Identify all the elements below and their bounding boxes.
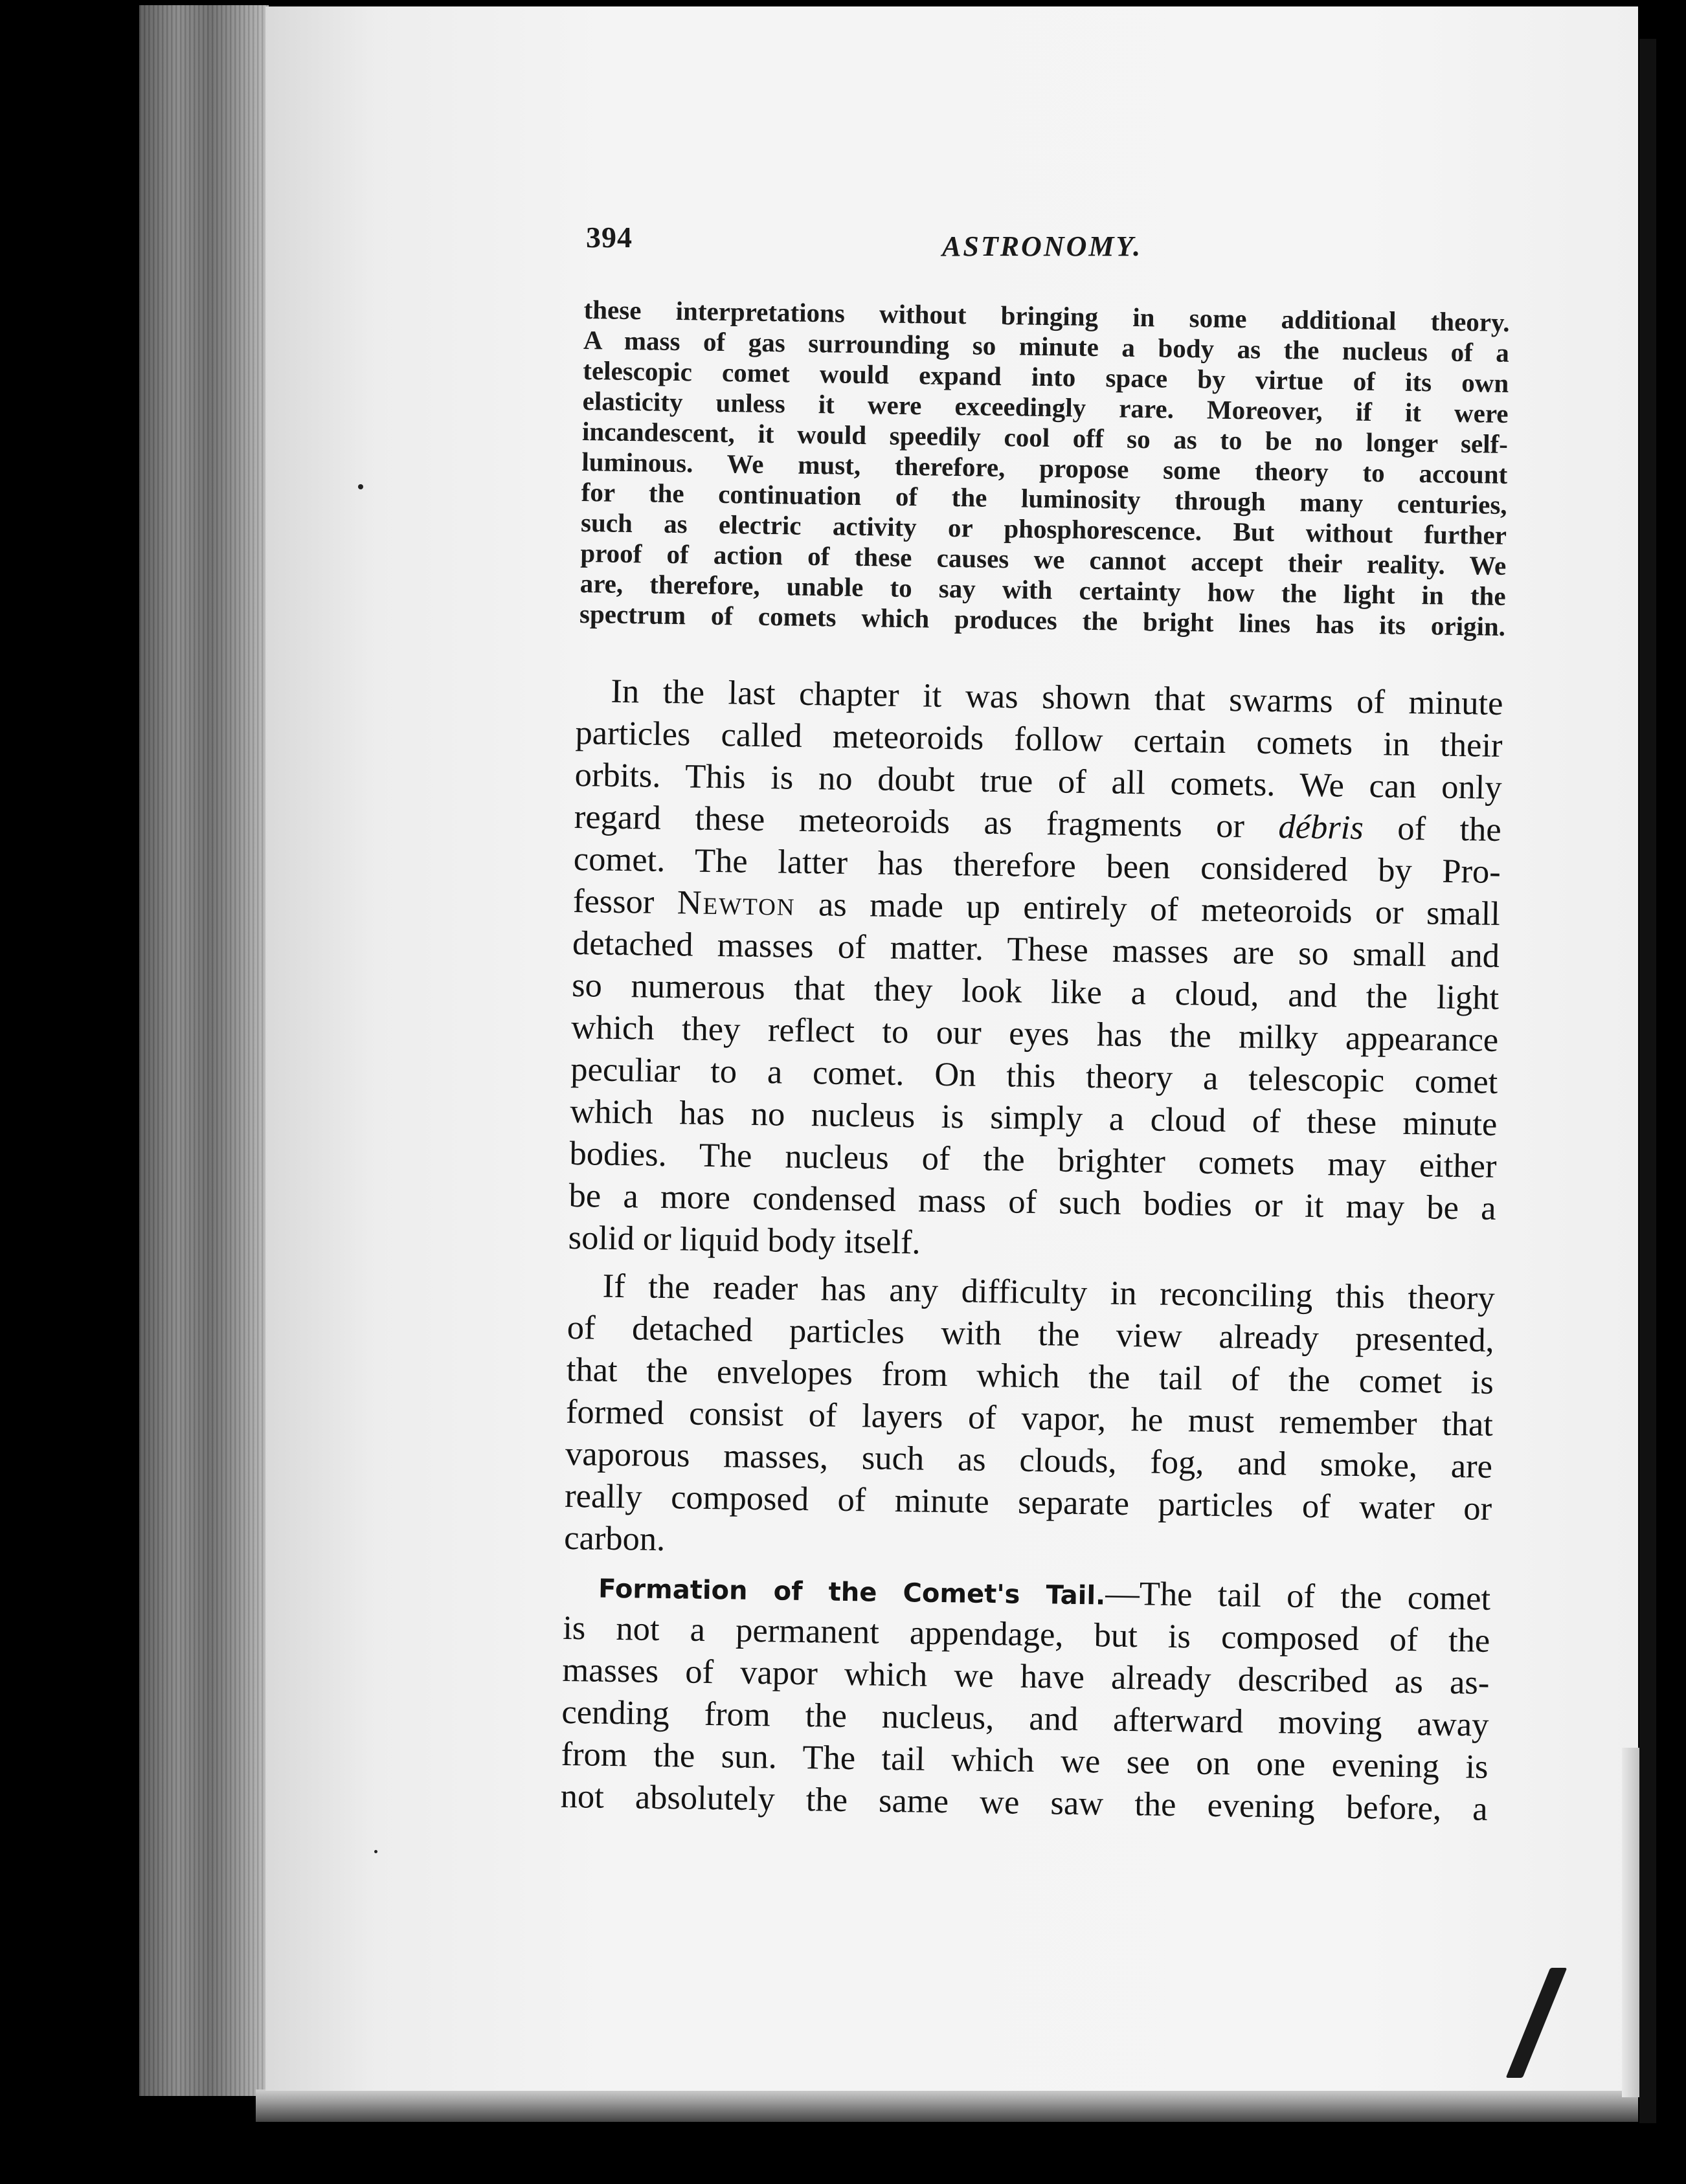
text-run: fessor <box>572 882 678 922</box>
page-bottom-edge <box>256 2089 1638 2122</box>
paragraph-tail-line: from the sun. The tail which we see on one evening is <box>561 1735 1489 1786</box>
section-heading: Formation of the Comet's Tail. <box>598 1574 1106 1611</box>
text-line: telescopic comet would expand into space by virtue of its own <box>583 355 1509 398</box>
text-run: —The tail of the comet <box>1105 1574 1491 1618</box>
text-line: incandescent, it would speedily cool off so as to be no longer self- <box>581 416 1509 459</box>
paragraph-meteoroids-line: peculiar to a comet. On this theory a telescopic comet <box>570 1050 1498 1101</box>
text-line: spectrum of comets which produces the bright lines has its origin. <box>579 598 1506 641</box>
stray-dot <box>358 484 363 489</box>
paragraph-meteoroids-line: solid or liquid body itself. <box>568 1218 921 1262</box>
paragraph-reconciling-line: really composed of minute separate particles of water or <box>564 1476 1492 1528</box>
paragraph-reconciling-line: formed consist of layers of vapor, he must remember that <box>565 1392 1494 1443</box>
text-run: of the <box>1363 809 1502 849</box>
page-number: 394 <box>586 221 633 254</box>
text-line: are, therefore, unable to say with certainty how the light in the <box>579 568 1506 611</box>
page-header <box>586 220 1318 272</box>
paragraph-meteoroids-line: be a more condensed mass of such bodies or it may be a <box>568 1176 1496 1227</box>
paragraph-tail-line: cending from the nucleus, and afterward moving away <box>561 1693 1489 1744</box>
facing-page-edge <box>1622 1748 1641 2097</box>
paragraph-reconciling-line: If the reader has any difficulty in reconciling this theory <box>602 1267 1495 1317</box>
paragraph-tail-line: masses of vapor which we have already described as as- <box>562 1651 1490 1702</box>
text-line: luminous. We must, therefore, propose some theory to account <box>581 446 1508 489</box>
paragraph-reconciling-line: that the envelopes from which the tail of the comet is <box>566 1350 1494 1401</box>
paragraph-meteoroids-line: comet. The latter has therefore been considered by Pro- <box>573 840 1501 891</box>
author-name: Newton <box>677 884 796 923</box>
paragraph-meteoroids-line: orbits. This is no doubt true of all comets. We can only <box>574 755 1503 807</box>
paragraph-meteoroids-line: particles called meteoroids follow certain comets in their <box>575 713 1503 764</box>
paragraph-tail-line: is not a permanent appendage, but is composed of the <box>562 1609 1490 1660</box>
paragraph-meteoroids-line: so numerous that they look like a cloud, and the light <box>571 966 1500 1017</box>
page-stack-texture <box>139 5 269 2096</box>
text-line: proof of action of these causes we cannot accept their reality. We <box>580 537 1507 581</box>
small-type-passage <box>579 295 1510 642</box>
text-line: for the continuation of the luminosity through many centuries, <box>581 476 1507 520</box>
italic-word: débris <box>1278 808 1364 847</box>
text-run: regard these meteoroids as fragments or <box>574 797 1279 846</box>
gutter-shadow <box>1639 39 1656 2123</box>
paragraph-meteoroids-line: which they reflect to our eyes has the milky appearance <box>570 1008 1499 1059</box>
main-text <box>560 670 1503 1831</box>
paragraph-meteoroids-line: detached masses of matter. These masses are so small and <box>572 924 1500 975</box>
paragraph-meteoroids-line: In the last chapter it was shown that swarms of minute <box>611 672 1503 722</box>
text-run: as made up entirely of meteoroids or small <box>795 885 1501 933</box>
text-line: these interpretations without bringing in some additional theory. <box>583 295 1510 337</box>
paragraph-meteoroids-line: bodies. The nucleus of the brighter comets may either <box>569 1134 1497 1185</box>
paragraph-reconciling-line: carbon. <box>563 1519 666 1559</box>
paragraph-reconciling-line: vaporous masses, such as clouds, fog, and smoke, are <box>565 1434 1493 1486</box>
paragraph-reconciling-line: of detached particles with the view already presented, <box>567 1308 1495 1359</box>
running-head: ASTRONOMY. <box>942 230 1143 262</box>
text-line: elasticity unless it were exceedingly rare. Moreover, if it were <box>582 385 1509 429</box>
text-line: such as electric activity or phosphorescence. But without further <box>580 507 1507 550</box>
paragraph-meteoroids-line: which has no nucleus is simply a cloud of these minute <box>570 1092 1498 1143</box>
text-line: A mass of gas surrounding so minute a body as the nucleus of a <box>583 324 1510 368</box>
paragraph-tail-line: not absolutely the same we saw the evening before, a <box>560 1777 1488 1828</box>
stray-dot <box>374 1850 377 1853</box>
